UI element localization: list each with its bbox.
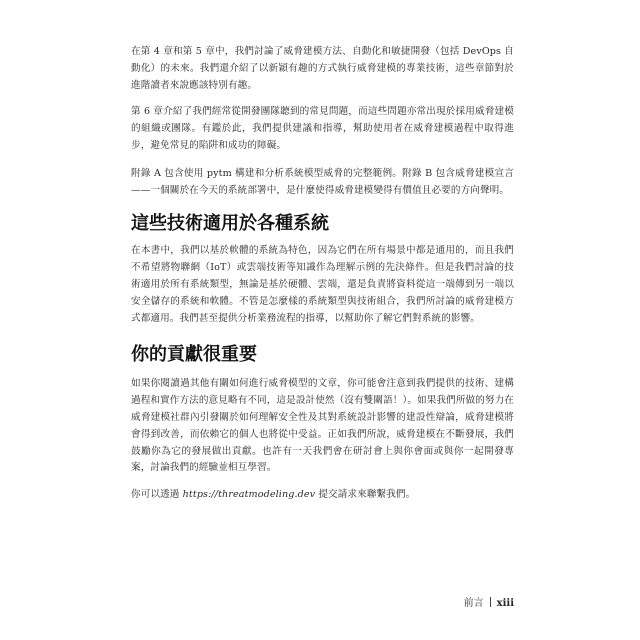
paragraph-appendices: 附錄 A 包含使用 pytm 構建和分析系統模型威脅的完整範例。附錄 B 包含威脅建模宣言——一個關於在今天的系統部署中，是什麼使得威脅建模變得有價值且必要的方向聲明。 bbox=[131, 167, 514, 196]
section-heading-contributions: 你的貢獻很重要 bbox=[131, 344, 257, 366]
paragraph-contributions: 如果你閱讀過其他有關如何進行威脅模型的文章，你可能會注意到我們提供的技術、建構過程和實作方法的意見略有不同，這是設計使然（沒有雙關語！）。如果我們所做的努力在威脅建模社群內引發關於如何理解安全性及其對系統設計影響的建設性辯論，威脅建模將會得到改善，而依賴它的個人也將從中受益。正如我們所說，威脅建模在不斷發展，我們鼓勵你為它的發展做出貢獻。也許有一天我們會在研討會上與你會面或與你一起開發專案，討論我們的經驗並相互學習。 bbox=[131, 378, 514, 474]
contact-url: https://threatmodeling.dev bbox=[182, 489, 316, 501]
page-content bbox=[131, 44, 514, 504]
paragraph-chapters-4-5: 在第 4 章和第 5 章中，我們討論了威脅建模方法、自動化和敏捷開發（包括 DevOps 自動化）的未來。我們還介紹了以新穎有趣的方式執行威脅建模的專業技術，這些章節對於進階讀者來說應該特別有趣。 bbox=[131, 46, 514, 91]
page-number: xiii bbox=[496, 598, 514, 609]
paragraph-chapter-6: 第 6 章介紹了我們經常從開發團隊聽到的常見問題，而這些問題亦常出現於採用威脅建模的組織或團隊。有鑑於此，我們提供建議和指導，幫助使用者在威脅建模過程中取得進步，避免常見的陷阱和成功的障礙。 bbox=[131, 106, 514, 151]
footer-divider bbox=[490, 597, 491, 607]
contact-text-before: 你可以透過 bbox=[131, 489, 183, 501]
paragraph-contact bbox=[131, 487, 514, 504]
contact-text-after: 提交請求來聯繫我們。 bbox=[315, 489, 416, 501]
paragraph-systems: 在本書中，我們以基於軟體的系統為特色，因為它們在所有場景中都是通用的，而且我們不希望將物聯網（IoT）或雲端技術等知識作為理解示例的先決條件。但是我們討論的技術適用於所有系統類型，無論是基於硬體、雲端，還是負責將資料從這一端傳到另一端以安全儲存的系統和軟體。不管是怎麼樣的系統類型與技術組合，我們所討論的威脅建模方式都適用。我們甚至提供分析業務流程的指導，以幫助你了解它們對系統的影響。 bbox=[131, 245, 514, 324]
section-heading-systems: 這些技術適用於各種系統 bbox=[131, 213, 329, 235]
footer-section-name: 前言 bbox=[463, 598, 484, 609]
page-footer bbox=[464, 597, 514, 611]
